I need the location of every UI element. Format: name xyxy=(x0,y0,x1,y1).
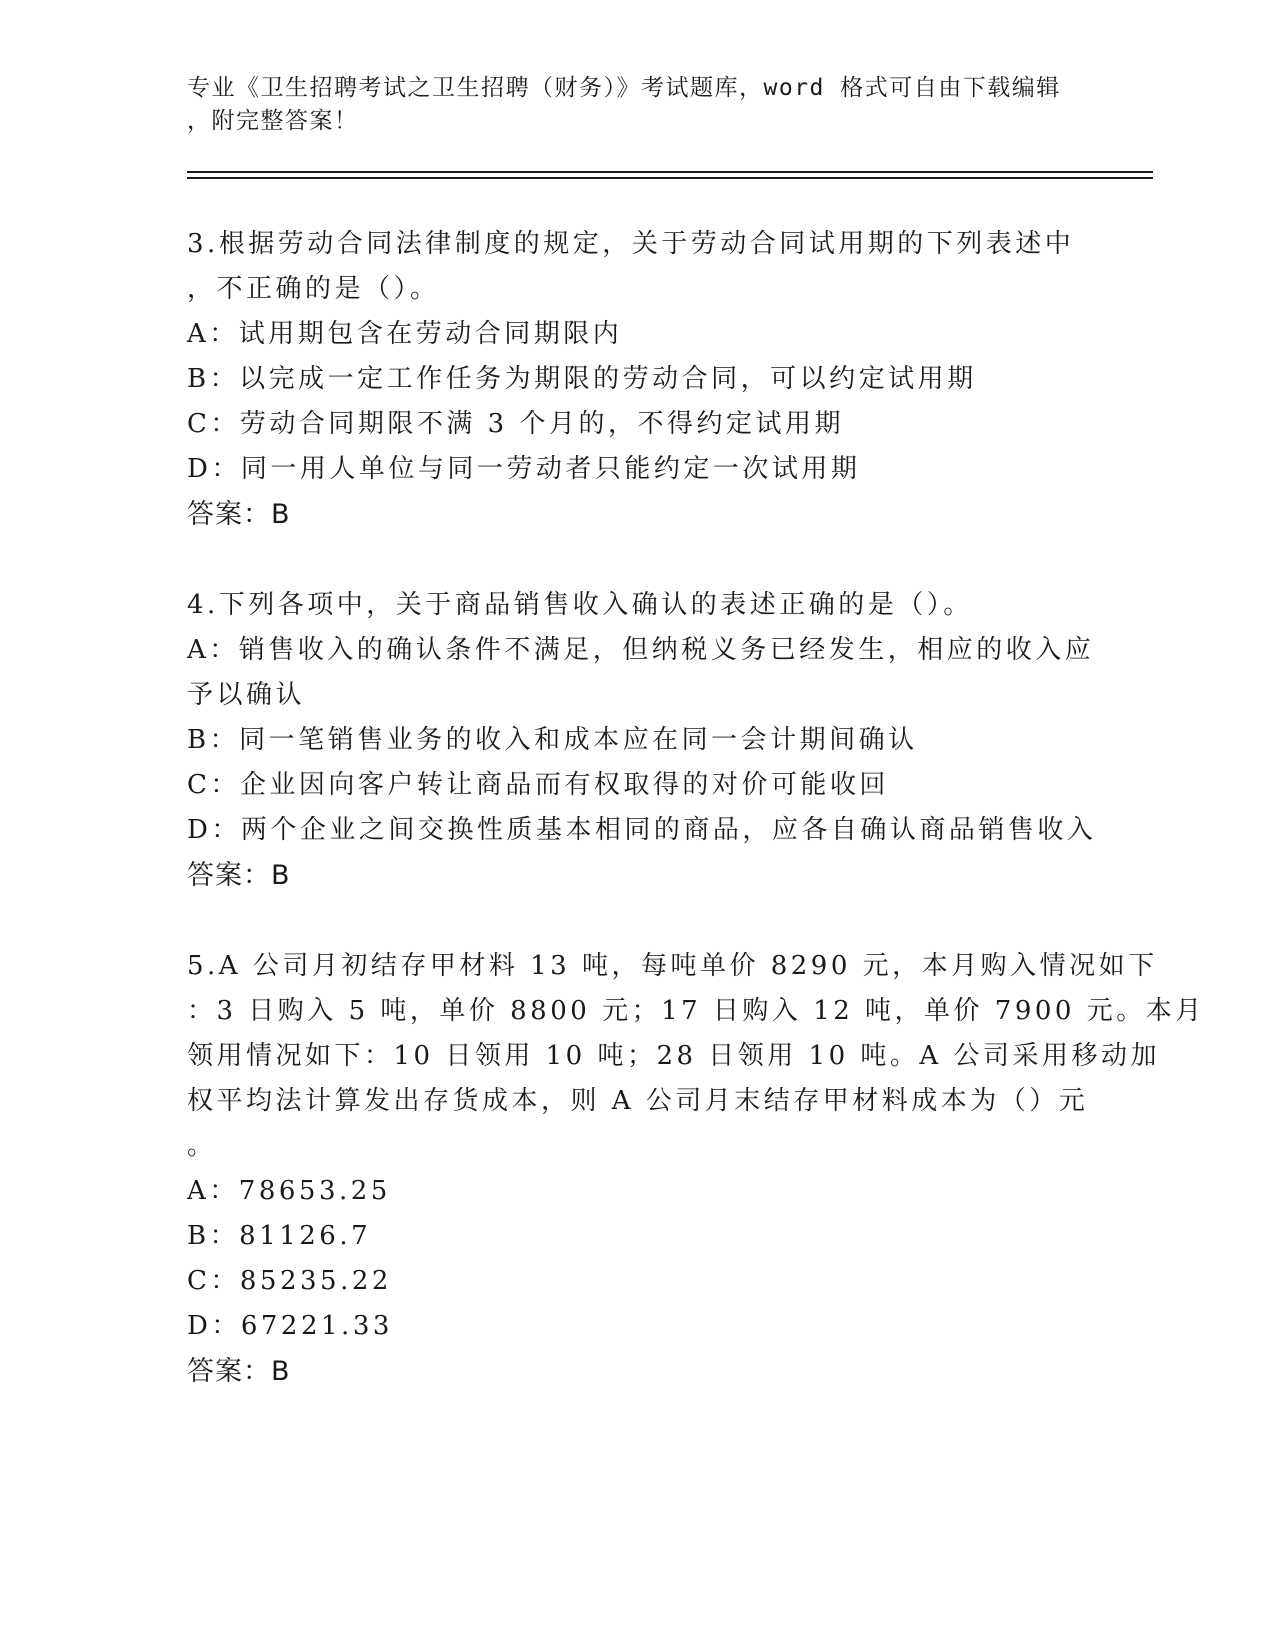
header-divider-bottom xyxy=(187,177,1153,179)
question-stem: ，不正确的是（）。 xyxy=(187,274,440,304)
option-c: C：85235.22 xyxy=(187,1266,392,1296)
option-a: A：78653.25 xyxy=(187,1176,391,1206)
answer-label: 答案：B xyxy=(187,499,291,530)
option-b: B：以完成一定工作任务为期限的劳动合同，可以约定试用期 xyxy=(187,364,977,394)
option-d: D：67221.33 xyxy=(187,1311,393,1341)
question-stem: 4.下列各项中，关于商品销售收入确认的表述正确的是（）。 xyxy=(187,590,973,620)
question-stem: ：3 日购入 5 吨，单价 8800 元；17 日购入 12 吨，单价 7900 元。本月 xyxy=(187,996,1205,1026)
question-block-4 xyxy=(187,583,1097,899)
answer-label: 答案：B xyxy=(187,860,291,891)
option-c: C：企业因向客户转让商品而有权取得的对价可能收回 xyxy=(187,770,889,800)
option-a: A：销售收入的确认条件不满足，但纳税义务已经发生，相应的收入应 xyxy=(187,635,1095,665)
answer-label: 答案：B xyxy=(187,1356,291,1387)
header-line: ，附完整答案！ xyxy=(187,108,359,134)
header-line: 专业《卫生招聘考试之卫生招聘（财务）》考试题库，word 格式可自由下载编辑 xyxy=(187,75,1061,101)
question-block-5 xyxy=(187,944,1205,1395)
question-stem: 领用情况如下：10 日领用 10 吨；28 日领用 10 吨。A 公司采用移动加 xyxy=(187,1041,1160,1071)
option-a: A：试用期包含在劳动合同期限内 xyxy=(187,319,623,349)
option-b: B：81126.7 xyxy=(187,1221,372,1251)
document-header xyxy=(187,72,1067,138)
question-block-3 xyxy=(187,222,1087,538)
question-stem: 3.根据劳动合同法律制度的规定，关于劳动合同试用期的下列表述中 xyxy=(187,229,1075,259)
option-d: D：两个企业之间交换性质基本相同的商品，应各自确认商品销售收入 xyxy=(187,815,1097,845)
question-stem: 权平均法计算发出存货成本，则 A 公司月末结存甲材料成本为（）元 xyxy=(187,1086,1089,1116)
option-c: C：劳动合同期限不满 3 个月的，不得约定试用期 xyxy=(187,409,844,439)
option-a-continued: 予以确认 xyxy=(187,680,306,710)
option-b: B：同一笔销售业务的收入和成本应在同一会计期间确认 xyxy=(187,725,918,755)
question-stem: 5.A 公司月初结存甲材料 13 吨，每吨单价 8290 元，本月购入情况如下 xyxy=(187,951,1158,981)
header-divider-top xyxy=(187,171,1153,173)
question-stem: 。 xyxy=(187,1131,217,1161)
option-d: D：同一用人单位与同一劳动者只能约定一次试用期 xyxy=(187,454,861,484)
